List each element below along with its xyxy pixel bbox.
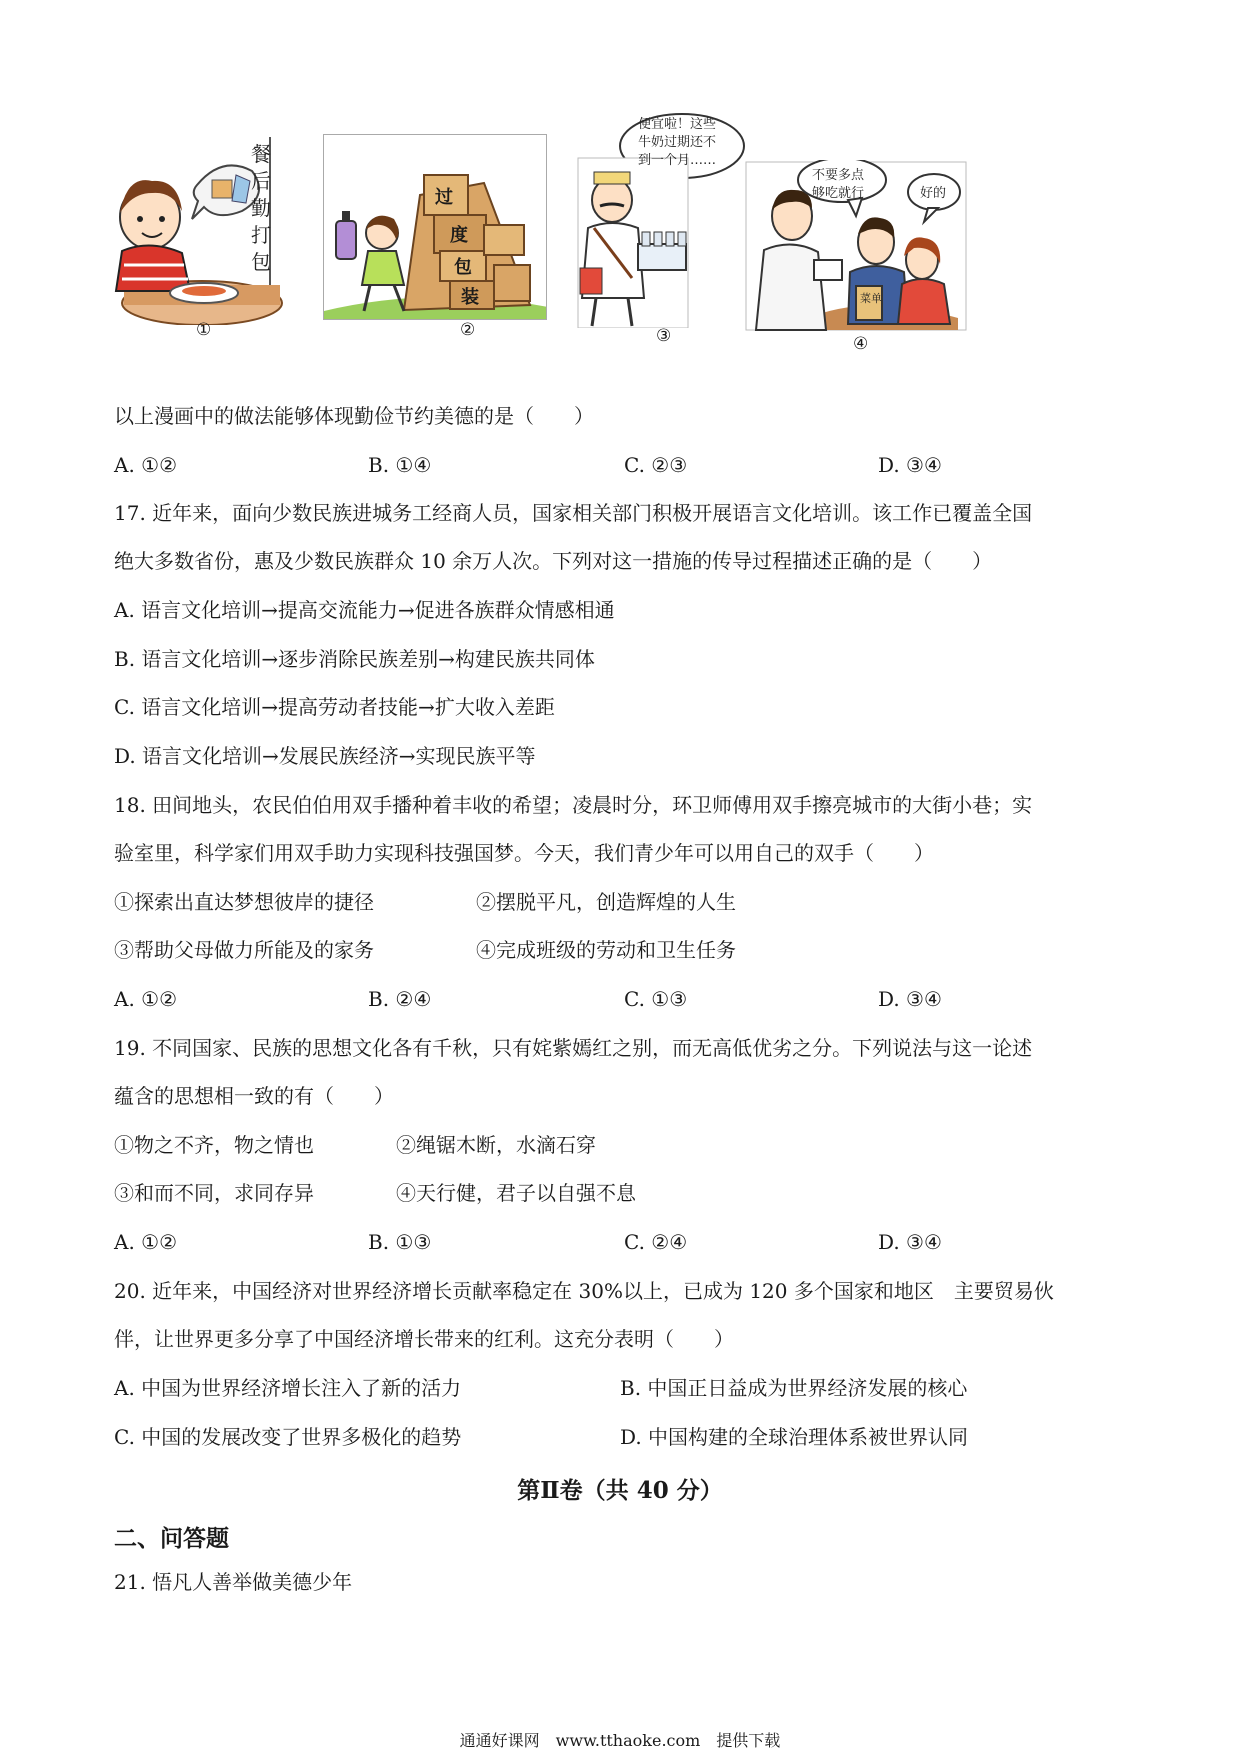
q16-stem: 以上漫画中的做法能够体现勤俭节约美德的是（ ）	[114, 404, 594, 428]
comic-panel-3	[572, 108, 747, 328]
q19-stem-line2: 蕴含的思想相一致的有（ ）	[114, 1084, 394, 1108]
comic-2-box-label: 度	[450, 225, 468, 246]
q18-item-2: ②摆脱平凡，创造辉煌的人生	[476, 890, 736, 914]
q17-stem-line2: 绝大多数省份，惠及少数民族群众 10 余万人次。下列对这一措施的传导过程描述正确的是（ ）	[114, 549, 993, 573]
q17-stem-line1: 17. 近年来，面向少数民族进城务工经商人员，国家相关部门积极开展语言文化培训。该工作已覆盖全国	[114, 501, 1033, 525]
q16-option-d: D. ③④	[878, 453, 942, 477]
comic-3-bubble-line: 便宜啦！这些	[638, 117, 717, 132]
comic-3-bubble-line: 到一个月……	[638, 153, 717, 168]
q21-stem: 21. 悟凡人善举做美德少年	[114, 1570, 353, 1594]
comic-caption-4: ④	[853, 334, 869, 354]
q20-option-b: B. 中国正日益成为世界经济发展的核心	[620, 1376, 968, 1400]
q20-option-a: A. 中国为世界经济增长注入了新的活力	[114, 1376, 462, 1400]
comic-caption-2: ②	[460, 320, 476, 340]
comic-caption-1: ①	[196, 320, 212, 340]
q19-item-1: ①物之不齐，物之情也	[114, 1133, 314, 1157]
q19-option-a: A. ①②	[114, 1230, 178, 1254]
q16-option-b: B. ①④	[368, 453, 432, 477]
comic-panel-1	[112, 135, 307, 325]
comic-2-box-label: 过	[435, 187, 453, 208]
sign-char: 后	[251, 169, 271, 193]
q17-option-c: C. 语言文化培训→提高劳动者技能→扩大收入差距	[114, 695, 555, 719]
comic-3-bubble-line: 牛奶过期还不	[638, 135, 717, 150]
comic-3-illustration	[572, 108, 747, 328]
q19-item-2: ②绳锯木断，水滴石穿	[396, 1133, 596, 1157]
comic-4-menu-label: 菜单	[860, 292, 882, 305]
q18-item-4: ④完成班级的劳动和卫生任务	[476, 938, 736, 962]
q18-stem-line1: 18. 田间地头，农民伯伯用双手播种着丰收的希望；凌晨时分，环卫师傅用双手擦亮城市的大街小巷；实	[114, 793, 1033, 817]
page-footer: 通通好课网 www.tthaoke.com 提供下载	[459, 1731, 781, 1750]
q18-item-1: ①探索出直达梦想彼岸的捷径	[114, 890, 374, 914]
q18-option-b: B. ②④	[368, 987, 432, 1011]
comic-1-sign	[248, 141, 274, 276]
sign-char: 餐	[251, 142, 271, 166]
q16-option-a: A. ①②	[114, 453, 178, 477]
q19-option-c: C. ②④	[624, 1230, 688, 1254]
q16-option-c: C. ②③	[624, 453, 688, 477]
comic-1-illustration	[112, 135, 307, 325]
q20-stem-line1: 20. 近年来，中国经济对世界经济增长贡献率稳定在 30%以上，已成为 120 多个国家和地区 主要贸易伙	[114, 1279, 1054, 1303]
q20-option-d: D. 中国构建的全球治理体系被世界认同	[620, 1425, 969, 1449]
q19-stem-line1: 19. 不同国家、民族的思想文化各有千秋，只有姹紫嫣红之别，而无高低优劣之分。下列说法与这一论述	[114, 1036, 1033, 1060]
sign-char: 打	[251, 223, 271, 247]
q19-item-4: ④天行健，君子以自强不息	[396, 1181, 636, 1205]
q20-stem-line2: 伴，让世界更多分享了中国经济增长带来的红利。这充分表明（ ）	[114, 1327, 734, 1351]
comic-4-illustration	[744, 160, 968, 332]
comic-4-bubble-reply: 好的	[920, 186, 947, 201]
q18-option-d: D. ③④	[878, 987, 942, 1011]
comic-panel-2	[323, 134, 547, 320]
comic-4-bubble-line: 够吃就行	[812, 186, 865, 201]
q18-option-a: A. ①②	[114, 987, 178, 1011]
section-heading: 二、问答题	[114, 1525, 229, 1552]
q18-stem-line2: 验室里，科学家们用双手助力实现科技强国梦。今天，我们青少年可以用自己的双手（ ）	[114, 841, 934, 865]
part2-title: 第Ⅱ卷（共 40 分）	[517, 1477, 723, 1504]
q19-item-3: ③和而不同，求同存异	[114, 1181, 314, 1205]
comic-4-bubble-line: 不要多点	[812, 168, 865, 183]
q19-option-b: B. ①③	[368, 1230, 432, 1254]
q17-option-a: A. 语言文化培训→提高交流能力→促进各族群众情感相通	[114, 598, 615, 622]
comic-caption-3: ③	[656, 326, 672, 346]
comic-2-box-label: 装	[461, 287, 479, 308]
q18-item-3: ③帮助父母做力所能及的家务	[114, 938, 374, 962]
q17-option-d: D. 语言文化培训→发展民族经济→实现民族平等	[114, 744, 536, 768]
q19-option-d: D. ③④	[878, 1230, 942, 1254]
q18-option-c: C. ①③	[624, 987, 688, 1011]
comic-panel-4	[744, 160, 968, 332]
sign-char: 勤	[251, 196, 271, 220]
sign-char: 包	[251, 250, 271, 274]
comic-2-illustration	[324, 135, 547, 320]
q17-option-b: B. 语言文化培训→逐步消除民族差别→构建民族共同体	[114, 647, 595, 671]
comic-2-box-label: 包	[454, 257, 472, 278]
q20-option-c: C. 中国的发展改变了世界多极化的趋势	[114, 1425, 462, 1449]
